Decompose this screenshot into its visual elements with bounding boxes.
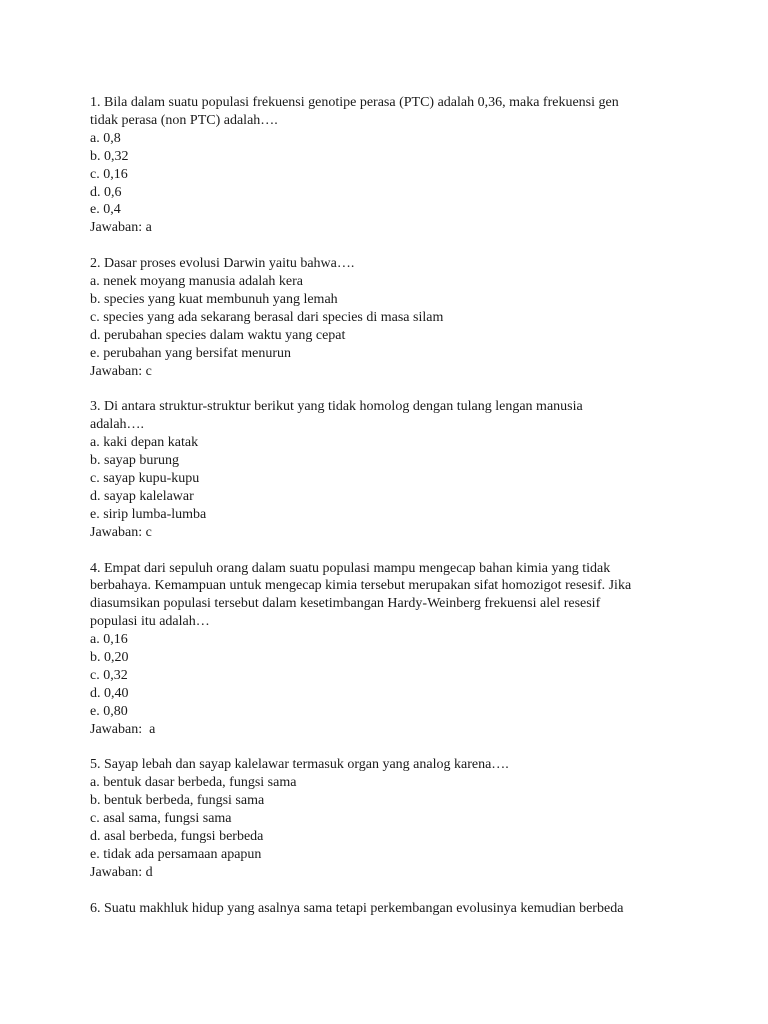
option-b: b. bentuk berbeda, fungsi sama xyxy=(90,793,265,809)
question-stem: berbahaya. Kemampuan untuk mengecap kimia tersebut merupakan sifat homozigot resesif. Jika xyxy=(90,578,632,594)
question-stem: tidak perasa (non PTC) adalah…. xyxy=(90,112,278,128)
option-c: c. species yang ada sekarang berasal dari species di masa silam xyxy=(90,309,444,325)
option-b: b. 0,20 xyxy=(90,650,129,666)
option-a: a. nenek moyang manusia adalah kera xyxy=(90,274,304,290)
answer-key: Jawaban: c xyxy=(90,524,152,540)
option-d: d. sayap kalelawar xyxy=(90,488,194,504)
question-stem: 6. Suatu makhluk hidup yang asalnya sama tetapi perkembangan evolusinya kemudian berbeda xyxy=(90,900,624,916)
option-c: c. 0,32 xyxy=(90,667,128,683)
question-stem: 5. Sayap lebah dan sayap kalelawar termasuk organ yang analog karena…. xyxy=(90,757,509,773)
question-3 xyxy=(90,398,730,541)
answer-key: Jawaban: d xyxy=(90,864,153,880)
question-stem: adalah…. xyxy=(90,417,145,433)
option-e: e. perubahan yang bersifat menurun xyxy=(90,345,291,361)
option-c: c. 0,16 xyxy=(90,166,128,182)
question-6 xyxy=(90,900,730,918)
question-2 xyxy=(90,255,730,380)
option-e: e. tidak ada persamaan apapun xyxy=(90,847,262,862)
option-a: a. kaki depan katak xyxy=(90,435,199,451)
option-b: b. species yang kuat membunuh yang lemah xyxy=(90,291,338,307)
option-d: d. asal berbeda, fungsi berbeda xyxy=(90,829,264,845)
option-a: a. 0,16 xyxy=(90,632,128,648)
option-e: e. 0,80 xyxy=(90,703,128,719)
document-page xyxy=(90,94,730,936)
option-a: a. bentuk dasar berbeda, fungsi sama xyxy=(90,775,297,791)
question-stem: diasumsikan populasi tersebut dalam kesetimbangan Hardy-Weinberg frekuensi alel resesif xyxy=(90,596,601,612)
question-stem: 2. Dasar proses evolusi Darwin yaitu bahwa…. xyxy=(90,256,355,272)
question-4 xyxy=(90,560,730,739)
option-d: d. 0,6 xyxy=(90,184,122,200)
question-stem: 1. Bila dalam suatu populasi frekuensi genotipe perasa (PTC) adalah 0,36, maka frekuensi gen xyxy=(90,95,619,110)
question-stem: populasi itu adalah… xyxy=(90,614,210,630)
option-d: d. perubahan species dalam waktu yang cepat xyxy=(90,327,346,343)
option-c: c. sayap kupu-kupu xyxy=(90,471,200,486)
option-b: b. 0,32 xyxy=(90,148,129,164)
answer-key: Jawaban: a xyxy=(90,220,152,236)
option-e: e. sirip lumba-lumba xyxy=(90,506,207,522)
option-c: c. asal sama, fungsi sama xyxy=(90,811,232,827)
answer-key: Jawaban: c xyxy=(90,363,152,379)
question-stem: 4. Empat dari sepuluh orang dalam suatu populasi mampu mengecap bahan kimia yang tidak xyxy=(90,560,611,576)
question-stem: 3. Di antara struktur-struktur berikut yang tidak homolog dengan tulang lengan manusia xyxy=(90,399,583,415)
option-b: b. sayap burung xyxy=(90,453,180,469)
option-e: e. 0,4 xyxy=(90,202,121,218)
question-1 xyxy=(90,94,730,237)
question-5 xyxy=(90,756,730,881)
option-a: a. 0,8 xyxy=(90,130,121,146)
answer-key: Jawaban: a xyxy=(90,721,156,737)
option-d: d. 0,40 xyxy=(90,685,129,701)
